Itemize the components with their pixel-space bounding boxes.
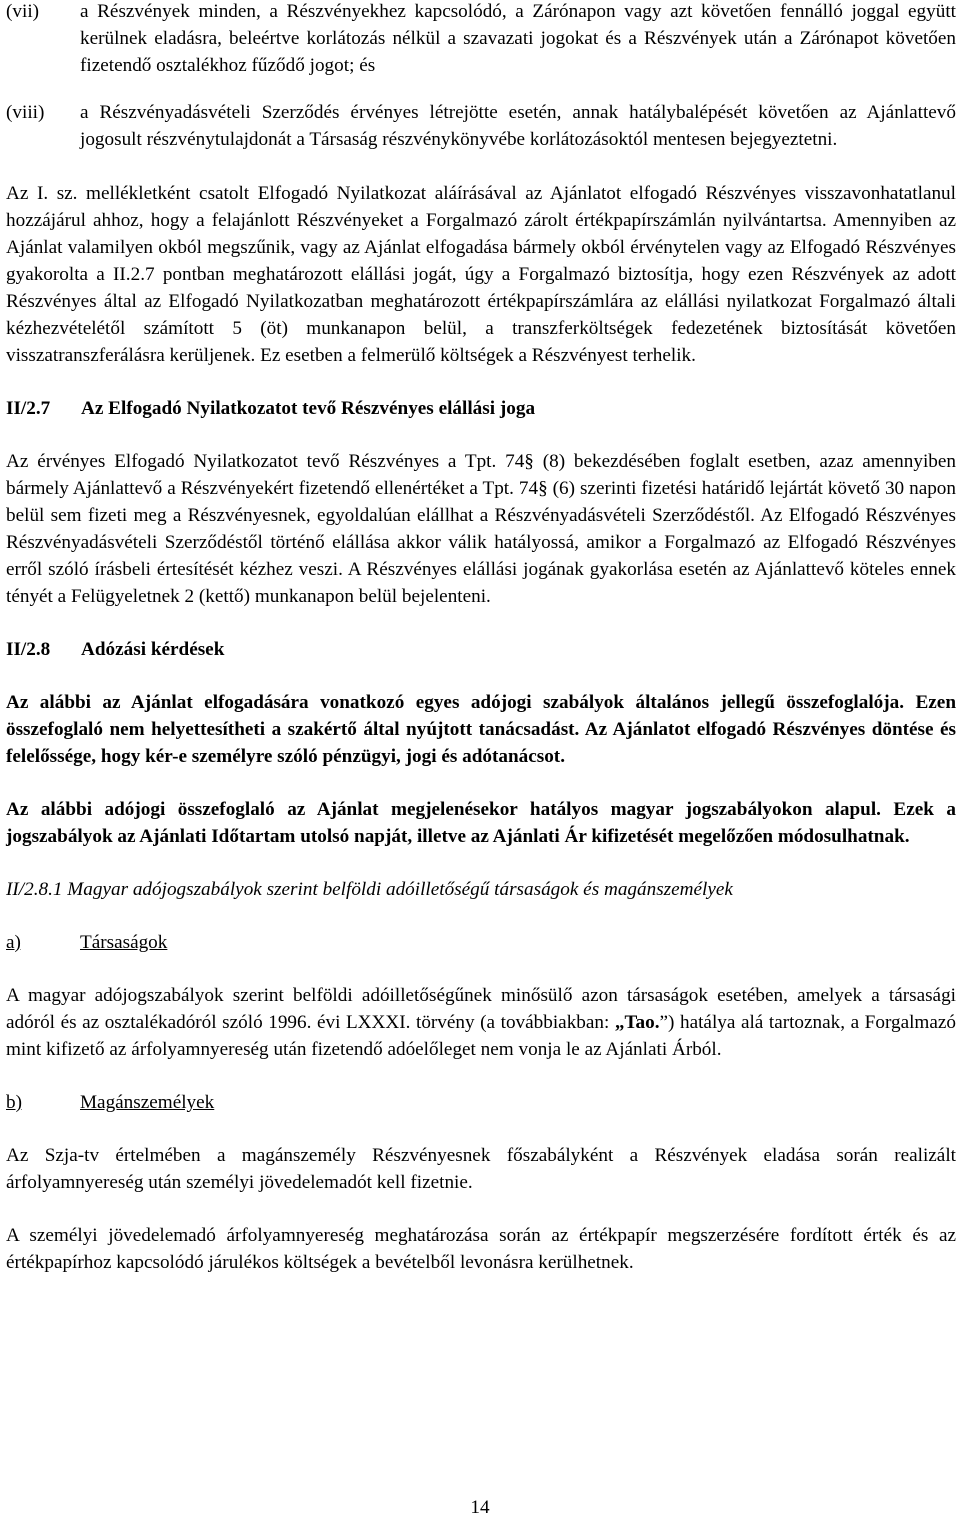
paragraph-text: ”) hatálya alá tartoznak, a Forgalmazó mint kifizető az árfolyamnyereség után fizetendő adóelőleget nem vonja le az Ajánlati Árból. — [6, 1012, 956, 1060]
list-item-viii — [6, 99, 956, 153]
subheading-individuals — [6, 1089, 956, 1116]
paragraph-individuals-1: Az Szja-tv értelmében a magánszemély Részvényesnek főszabályként a Részvények eladása során realizált árfolyamnyereség után személyi jövedelemadót kell fizetnie. — [6, 1145, 956, 1193]
section-title: Az Elfogadó Nyilatkozatot tevő Részvényes elállási joga — [81, 398, 536, 419]
section-number: II/2.7 — [6, 398, 51, 419]
paragraph-tax-disclaimer: Az alábbi az Ajánlat elfogadására vonatkozó egyes adójogi szabályok általános jellegű összefoglalója. Ezen összefoglaló nem helyettesítheti a szakértő által nyújtott tanácsadást. Az Ajánlatot elfogadó Részvényes döntése és felelőssége, hogy kér-e személyre szóló pénzügyi, jogi és adótanácsot. — [6, 692, 956, 767]
list-item-text: a Részvényadásvételi Szerződés érvényes létrejötte esetén, annak hatálybalépését követően az Ajánlattevő jogosult részvénytulajdonát a Társaság részvénykönyvébe korlátozásoktól mentesen bejegyeztetni. — [80, 102, 956, 150]
paragraph-individuals-2: A személyi jövedelemadó árfolyamnyereség meghatározása során az értékpapír megszerzésére fordított érték és az értékpapírhoz kapcsolódó járulékos költségek a bevételből levonásra kerülhetnek. — [6, 1225, 956, 1273]
section-title: Adózási kérdések — [81, 639, 225, 660]
section-number: II/2.8 — [6, 639, 51, 660]
paragraph-tax-basis: Az alábbi adójogi összefoglaló az Ajánlat megjelenésekor hatályos magyar jogszabályokon alapul. Ezek a jogszabályok az Ajánlati Időtartam utolsó napját, illetve az Ajánlati Ár kifizetését megelőzően módosulhatnak. — [6, 799, 956, 847]
paragraph-text: A magyar adójogszabályok szerint belföldi adóilletőségűnek minősülő azon társaságok esetében, amelyek a társasági adóról és az osztalékadóról szóló 1996. évi LXXXI. törvény (a továbbiakban: — [6, 985, 956, 1033]
paragraph-withdrawal-right: Az érvényes Elfogadó Nyilatkozatot tevő Részvényes a Tpt. 74§ (8) bekezdésében foglalt esetben, azaz amennyiben bármely Ajánlattevő a Részvényekért fizetendő ellenértéket a Tpt. 74§ (6) szerinti fizetési határidő lejártát követő 30 napon belül sem fizeti meg a Részvényesnek, egyoldalúan elállhat a Részvényadásvételi Szerződéstől. Az Elfogadó Részvényes Részvényadásvételi Szerződéstől történő elállása akkor válik hatályossá, amikor a Forgalmazó az Elfogadó Részvényes erről szóló írásbeli értesítését kézhez veszi. A Részvényes elállási jogának gyakorlása esetén az Ajánlattevő köteles ennek tényét a Felügyeletnek 2 (kettő) munkanapon belül bejelenteni. — [6, 451, 956, 607]
list-item-label: (vii) — [6, 1, 40, 22]
section-heading-2-7 — [6, 395, 956, 422]
subheading-companies — [6, 929, 956, 956]
subheading-label: b) — [6, 1092, 22, 1113]
page-number: 14 — [470, 1497, 490, 1518]
paragraph-acceptance-statement: Az I. sz. mellékletként csatolt Elfogadó Nyilatkozat aláírásával az Ajánlatot elfogadó Részvényes visszavonhatatlanul hozzájárul ahhoz, hogy a felajánlott Részvényeket a Forgalmazó zárolt értékpapírszámlán nyilvántartsa. Amennyiben az Ajánlat valamilyen okból megszűnik, vagy az Ajánlat elfogadása bármely okból érvénytelen vagy az Elfogadó Részvényes gyakorolta a II.2.7 pontban meghatározott elállási jogát, úgy a Forgalmazó biztosítja, hogy ezen Részvények az adott Részvényes által az Elfogadó Nyilatkozatban meghatározott értékpapírszámlára az elállási nyilatkozat Forgalmazó általi kézhezvételétől számított 5 (öt) munkanapon belül, a transzferköltségek fedezetének biztosítását követően visszatranszferálásra kerüljenek. Ez esetben a felmerülő költségek a Részvényest terhelik. — [6, 183, 956, 366]
list-item-text: a Részvények minden, a Részvényekhez kapcsolódó, a Zárónapon vagy azt követően fennálló joggal együtt kerülnek eladásra, beleértve korlátozás nélkül a szavazati jogokat és a Részvények után a Zárónapot követően fizetendő osztalékhoz fűződő jogot; és — [80, 1, 956, 76]
subheading-label: a) — [6, 932, 21, 953]
subsection-heading-2-8-1: II/2.8.1 Magyar adójogszabályok szerint belföldi adóilletőségű társaságok és magánszemélyek — [6, 879, 733, 900]
subheading-title: Társaságok — [80, 932, 168, 953]
list-item-vii — [6, 0, 956, 79]
paragraph-companies — [6, 982, 956, 1063]
list-item-label: (viii) — [6, 102, 45, 123]
document-page — [6, 0, 956, 1276]
section-heading-2-8 — [6, 636, 956, 663]
subheading-title: Magánszemélyek — [80, 1092, 215, 1113]
tao-abbreviation: „Tao. — [614, 1012, 660, 1033]
